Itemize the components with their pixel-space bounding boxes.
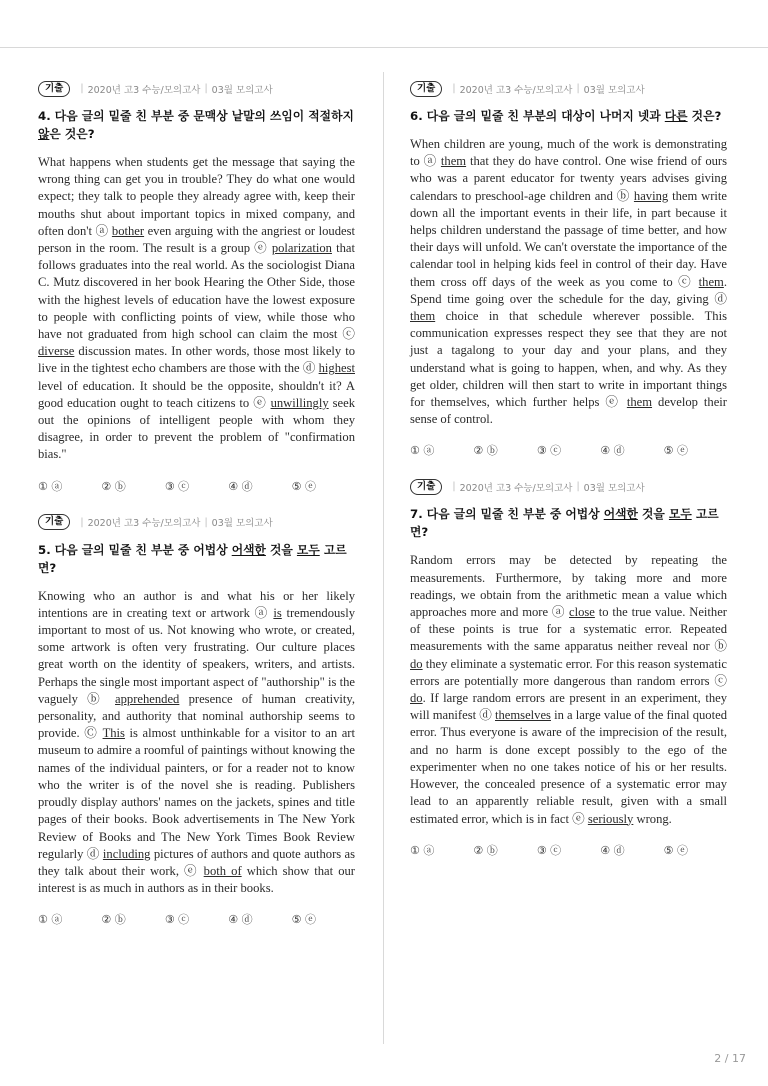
passage-text: that follows graduates into the real world. As the sociologist Diana C. Mutz discovered in her book Hearing the Other Side, those with the highest levels of education have the lowest exposure to people with conflicting points of view, while those who have not graduated from high school can claim the most ⓒ [38, 241, 355, 342]
underlined-phrase: apprehended [115, 691, 180, 706]
passage-text: pictures of authors and quote authors as they talk about their work, ⓔ [38, 846, 355, 878]
answer-options [38, 911, 355, 927]
title-emphasis: 어색한 [231, 542, 266, 557]
passage-text: wrong. [633, 811, 672, 826]
underlined-phrase: close [569, 605, 595, 620]
answer-option-5[interactable]: ⑤ ⓔ [291, 913, 316, 927]
answer-options [410, 442, 727, 458]
answer-option-3[interactable]: ③ ⓒ [536, 843, 562, 857]
passage-text: . If large random errors are present in an experiment, they will manifest ⓓ [410, 691, 727, 723]
meta-separator: | [452, 83, 456, 94]
passage-text: discussion mates. In other words, those most likely to live in the tightest echo chambers are those with the ⓓ [38, 344, 355, 376]
meta-separator: | [204, 83, 208, 94]
passage-text: presence of human creativity, personality, and authority that nominal authorship seems to provide. Ⓒ [38, 691, 355, 741]
answer-option-3[interactable]: ③ ⓒ [164, 479, 190, 493]
question-passage [38, 154, 355, 464]
answer-options [38, 478, 355, 494]
passage-text: When children are young, much of the work is demonstrating to ⓐ [410, 137, 727, 169]
passage-text: . Spend time going over the schedule for the day, giving ⓓ [410, 274, 727, 306]
passage-text: develop their sense of control. [410, 395, 727, 427]
title-text: 것을 [637, 507, 669, 522]
question-block [410, 80, 727, 458]
underlined-phrase: do [410, 691, 423, 706]
title-text: 6. 다음 글의 밑줄 친 부분의 대상이 나머지 넷과 [410, 109, 665, 123]
title-text: 5. 다음 글의 밑줄 친 부분 중 어법상 [38, 542, 232, 557]
answer-option-3[interactable]: ③ ⓒ [164, 913, 190, 927]
source-meta [410, 80, 727, 97]
underlined-phrase: unwillingly [270, 395, 329, 410]
question-block [410, 478, 727, 857]
right-column [410, 80, 727, 878]
title-emphasis: 모두 [668, 507, 692, 522]
title-emphasis: 어색한 [603, 507, 638, 522]
answer-option-5[interactable]: ⑤ ⓔ [663, 843, 688, 857]
title-emphasis: 않 [38, 127, 50, 141]
source-exam: 2020년 고3 수능/모의고사 [459, 482, 573, 494]
passage-text: them write down all the important events in their life, in part because it helps children understand the passage of time better, and how their days will unfold. We can't overstate the importance of the calendar tool in helping kids feel in control of their day. Have them cross off days of the week as you come to ⓒ [410, 188, 727, 289]
source-meta [38, 80, 355, 97]
passage-text: they eliminate a systematic error. For this reason systematic errors are potentially more dangerous than random errors ⓒ [410, 656, 727, 688]
title-text: 4. 다음 글의 밑줄 친 부분 중 문맥상 낱말의 쓰임이 적절하지 [38, 109, 354, 123]
meta-separator: | [576, 83, 580, 94]
answer-option-5[interactable]: ⑤ ⓔ [291, 479, 316, 493]
source-exam: 2020년 고3 수능/모의고사 [87, 84, 201, 96]
question-passage [410, 136, 727, 428]
underlined-phrase: themselves [495, 708, 551, 723]
answer-option-1[interactable]: ① ⓐ [38, 913, 63, 927]
answer-options [410, 842, 727, 858]
source-exam: 2020년 고3 수능/모의고사 [459, 84, 573, 96]
answer-option-4[interactable]: ④ ⓓ [228, 479, 253, 493]
page-number: 2 / 17 [714, 1052, 746, 1065]
underlined-phrase: This [102, 726, 125, 741]
passage-text: What happens when students get the message that saying the wrong thing can get you in trouble? They do what one would expect; they talk to people they already agree with, keep their mouths shut about important topics in mixed company, and often don't ⓐ [38, 155, 355, 238]
source-month: 03월 모의고사 [583, 482, 645, 494]
answer-option-4[interactable]: ④ ⓓ [600, 843, 625, 857]
source-tag-badge: 기출 [38, 81, 70, 97]
underlined-phrase: them [410, 309, 436, 324]
question-block [38, 80, 355, 494]
meta-separator: | [452, 481, 456, 493]
title-emphasis: 다른 [664, 109, 688, 123]
underlined-phrase: seriously [587, 811, 634, 826]
underlined-phrase: highest [318, 361, 355, 376]
left-column [38, 80, 355, 947]
passage-text: to the true value. Neither of these points is true for a systematic error. Repeated measurements with the same apparatus neither reveal nor ⓑ [410, 605, 728, 654]
source-tag-badge: 기출 [410, 81, 442, 97]
underlined-phrase: having [633, 188, 669, 203]
answer-option-2[interactable]: ② ⓑ [473, 843, 498, 857]
source-meta [38, 514, 355, 531]
answer-option-5[interactable]: ⑤ ⓔ [663, 444, 688, 458]
answer-option-4[interactable]: ④ ⓓ [600, 444, 625, 458]
question-title [38, 107, 355, 143]
title-text: 은 것은? [49, 127, 95, 141]
meta-separator: | [80, 516, 84, 528]
passage-text: that they do have control. One wise friend of ours who was a parent educator for twenty years advises giving calendars to preschool-age children and ⓑ [410, 154, 728, 203]
answer-option-2[interactable]: ② ⓑ [101, 479, 126, 493]
underlined-phrase: both of [203, 863, 242, 878]
underlined-phrase: polarization [271, 241, 332, 256]
meta-separator: | [576, 481, 580, 493]
source-tag-badge: 기출 [410, 479, 442, 495]
underlined-phrase: them [440, 154, 467, 169]
source-month: 03월 모의고사 [211, 84, 273, 96]
column-divider [383, 72, 384, 1044]
header-rule [0, 47, 768, 48]
meta-separator: | [80, 83, 84, 94]
passage-text: Random errors may be detected by repeating the measurements. Furthermore, by taking more and more readings, we obtain from the arithmetic mean a value which approaches more and more ⓐ [410, 553, 727, 620]
title-text: 것을 [265, 542, 297, 557]
answer-option-3[interactable]: ③ ⓒ [536, 444, 562, 458]
passage-text: level of education. It should be the opposite, shouldn't it? A good education ought to teach citizens to ⓔ [38, 378, 355, 410]
underlined-phrase: them [626, 395, 653, 410]
passage-text: seek out the opinions of intelligent people with whom they disagree, in order to prevent the problem of "confirmation bias." [38, 395, 355, 462]
underlined-phrase: is [273, 605, 282, 620]
title-text: 7. 다음 글의 밑줄 친 부분 중 어법상 [410, 507, 604, 522]
underlined-phrase: including [102, 846, 151, 861]
underlined-phrase: them [698, 274, 724, 289]
question-title [410, 107, 727, 125]
question-block [38, 514, 355, 928]
passage-text: choice in that schedule wherever possible. This communication expresses respect they see that they are not just a tagalong to your day and your plans, and they understand what is going to happen, when, and why. As they get older, children will then start to write in important things for themselves, which further helps ⓔ [410, 309, 727, 410]
source-exam: 2020년 고3 수능/모의고사 [87, 518, 201, 530]
source-month: 03월 모의고사 [211, 518, 273, 530]
source-meta [410, 478, 727, 495]
answer-option-2[interactable]: ② ⓑ [101, 913, 126, 927]
question-passage [410, 552, 727, 827]
passage-text: Knowing who an author is and what his or her likely intentions are in creating text or artwork ⓐ [38, 588, 355, 620]
question-passage [38, 588, 355, 898]
passage-text: even arguing with the angriest or loudest person in the room. The result is a group ⓔ [38, 223, 355, 256]
title-text: 고르면? [38, 542, 347, 575]
answer-option-2[interactable]: ② ⓑ [473, 444, 498, 458]
passage-text: tremendously important to most of us. Not knowing who wrote, or created, some artwork is often very frustrating. Our culture places great worth on the identity of speakers, writers, and artists. Perhaps the single most important aspect of "authorship" is the vaguely ⓑ [38, 605, 355, 706]
underlined-phrase: do [410, 656, 423, 671]
source-month: 03월 모의고사 [583, 84, 645, 96]
passage-text: in a large value of the final quoted error. Thus everyone is aware of the imprecision of the result, and no harm is done except possibly to the ego of the experimenter when no one takes notice of his or her results. However, the concealed presence of a systematic error may lead to an apparently reliable result, given with a small estimated error, which is in fact ⓔ [410, 708, 727, 826]
underlined-phrase: diverse [38, 344, 75, 359]
title-text: 고르면? [410, 507, 719, 540]
underlined-phrase: bother [111, 223, 145, 238]
answer-option-4[interactable]: ④ ⓓ [228, 913, 253, 927]
meta-separator: | [204, 516, 208, 528]
answer-option-1[interactable]: ① ⓐ [410, 843, 435, 857]
title-text: 것은? [687, 109, 722, 123]
source-tag-badge: 기출 [38, 514, 70, 530]
title-emphasis: 모두 [296, 542, 320, 557]
question-title [38, 541, 355, 577]
passage-text: which show that our interest is as much in authors as in their books. [38, 863, 356, 896]
answer-option-1[interactable]: ① ⓐ [38, 479, 63, 493]
passage-text: is almost unthinkable for a visitor to an art museum to admire a roomful of paintings without knowing the names of the individual painters, or for a reader not to know who the writer is of the novel she is reading. Publishers proudly display authors' names on the jackets, spines and title pages of their books. Book advertisements in The New York Review of Books and The New York Times Book Review regularly ⓓ [38, 726, 355, 861]
answer-option-1[interactable]: ① ⓐ [410, 444, 435, 458]
question-title [410, 505, 727, 541]
